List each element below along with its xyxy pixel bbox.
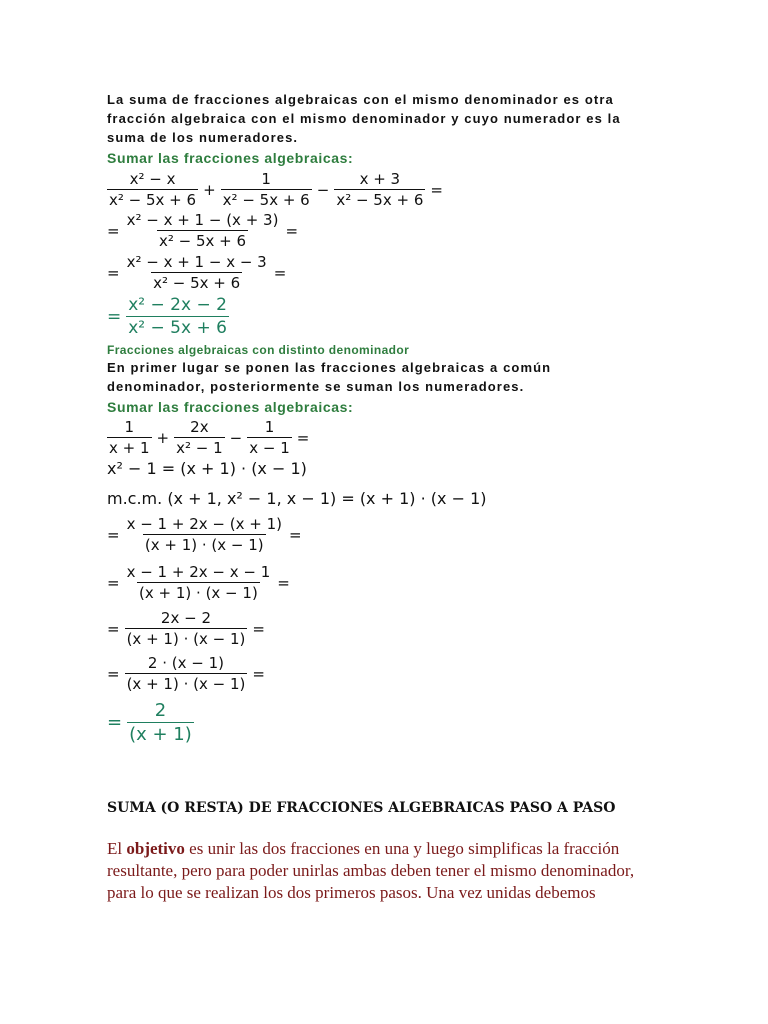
section3-line-1: El objetivo es unir las dos fracciones en una y luego simplificas la fracción [107,839,620,858]
s2-factor: x² − 1 = (x + 1) · (x − 1) [107,459,307,478]
section3-title: SUMA (O RESTA) DE FRACCIONES ALGEBRAICAS PASO A PASO [107,800,616,816]
section2-title: Fracciones algebraicas con distinto denominador [107,343,410,357]
fraction: $\frac{2 \cdot (x - 1)}{(x + 1) \cdot (x - 1)}$ [126,654,246,693]
section3-line-2: resultante, pero para poder unirlas ambas deben tener el mismo denominador, [107,861,635,880]
s1-eq4-result: = $\frac{\text{x² − 2x − 2}}{\text{x² − 5x + 6}}$ [107,295,227,338]
s2-eq4: = $\frac{2x - 2}{(x + 1) \cdot (x - 1)}$ = [107,609,265,648]
intro-line-3: suma de los numeradores. [107,130,299,145]
s2-mcm: m.c.m. (x + 1, x² − 1, x − 1) = (x + 1) · (x − 1) [107,489,487,508]
objective-keyword: objetivo [126,839,185,858]
fraction: $\frac{\text{x² − x + 1 − (x + 3)}}{\text{x² − 5x + 6}}$ [126,211,279,250]
s2-eq1: $\frac{1}{x + 1}$ + $\frac{2x}{\text{x² − 1}}$ − $\frac{1}{x - 1}$ = [109,418,310,457]
intro-line-2: fracción algebraica con el mismo denominador y cuyo numerador es la [107,111,621,126]
s2-eq2: = $\frac{x - 1 + 2x - (x + 1)}{(x + 1) \cdot (x - 1)}$ = [107,515,302,554]
fraction: $\frac{1}{x - 1}$ [249,418,290,457]
fraction: $\frac{1}{\text{x² − 5x + 6}}$ [222,170,310,209]
s2-eq5: = $\frac{2 \cdot (x - 1)}{(x + 1) \cdot (x - 1)}$ = [107,654,265,693]
section2-text-line-1: En primer lugar se ponen las fracciones algebraicas a común [107,360,552,375]
fraction: $\frac{2}{(x + 1)}$ [129,700,192,745]
fraction: $\frac{\text{x² − 2x − 2}}{\text{x² − 5x + 6}}$ [128,295,227,338]
fraction: $\frac{2x - 2}{(x + 1) \cdot (x - 1)}$ [126,609,246,648]
fraction: $\frac{x + 3}{\text{x² − 5x + 6}}$ [336,170,424,209]
s1-eq3: = $\frac{\text{x² − x + 1 − x − 3}}{\text{x² − 5x + 6}}$ = [107,253,287,292]
fraction: $\frac{\text{x² − x}}{\text{x² − 5x + 6}}$ [109,170,197,209]
section2-text [107,358,667,396]
section3-paragraph [107,838,667,904]
fraction: $\frac{2x}{\text{x² − 1}}$ [176,418,223,457]
section2-text-line-2: denominador, posteriormente se suman los numeradores. [107,379,525,394]
fraction: $\frac{x - 1 + 2x - (x + 1)}{(x + 1) \cdot (x - 1)}$ [126,515,282,554]
section1-heading: Sumar las fracciones algebraicas: [107,150,354,166]
section3-line-3: para lo que se realizan los dos primeros pasos. Una vez unidas debemos [107,883,596,902]
s2-eq3: = $\frac{x - 1 + 2x - x - 1}{(x + 1) \cdot (x - 1)}$ = [107,563,290,602]
s1-eq2: = $\frac{\text{x² − x + 1 − (x + 3)}}{\text{x² − 5x + 6}}$ = [107,211,299,250]
fraction: $\frac{1}{x + 1}$ [109,418,150,457]
intro-line-1: La suma de fracciones algebraicas con el mismo denominador es otra [107,92,614,107]
section2-heading: Sumar las fracciones algebraicas: [107,399,354,415]
intro-paragraph [107,90,667,147]
s2-eq6-result: = $\frac{2}{(x + 1)}$ [107,700,192,745]
fraction: $\frac{x - 1 + 2x - x - 1}{(x + 1) \cdot (x - 1)}$ [126,563,271,602]
fraction: $\frac{\text{x² − x + 1 − x − 3}}{\text{x² − 5x + 6}}$ [126,253,267,292]
s1-eq1: $\frac{\text{x² − x}}{\text{x² − 5x + 6}}$ + $\frac{1}{\text{x² − 5x + 6}}$ − $\frac{x + 3}{\text{x² − 5x + 6}}$ = [109,170,443,209]
